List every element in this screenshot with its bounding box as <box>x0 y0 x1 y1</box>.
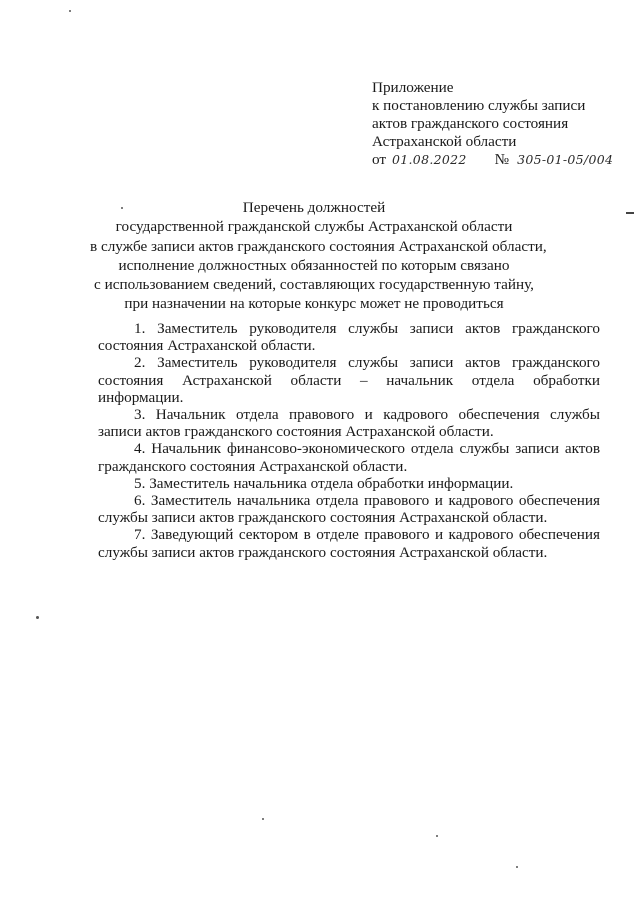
scan-speck <box>262 818 264 820</box>
document-title <box>90 198 547 314</box>
appendix-line-3: актов гражданского состояния <box>372 115 569 132</box>
appendix-title: Приложение <box>372 79 454 96</box>
list-item: 5. Заместитель начальника отдела обработки информации. <box>134 474 514 492</box>
appendix-line-2: к постановлению службы записи <box>372 97 586 114</box>
handwritten-registration-number: 305-01-05/004 <box>517 152 614 167</box>
title-line: в службе записи актов гражданского состояния Астраханской области, <box>90 237 547 255</box>
list-item: 3. Начальник отдела правового и кадрового обеспечения службы записи актов гражданского состояния Астраханской области. <box>98 406 600 441</box>
list-item: 2. Заместитель руководителя службы записи актов гражданского состояния Астраханской области – начальник отдела обработки информации. <box>98 354 600 406</box>
scan-speck <box>121 207 123 209</box>
title-line: исполнение должностных обязанностей по которым связано <box>118 256 510 274</box>
title-line: государственной гражданской службы Астраханской области <box>115 218 513 236</box>
title-line: при назначении на которые конкурс может не проводиться <box>124 295 504 313</box>
scan-speck <box>516 866 518 868</box>
number-label: № <box>494 151 510 168</box>
scan-speck <box>36 616 39 619</box>
positions-list <box>98 320 600 561</box>
handwritten-date: 01.08.2022 <box>392 152 467 167</box>
list-item: 4. Начальник финансово-экономического отдела службы записи актов гражданского состояния Астраханской области. <box>98 440 600 475</box>
date-label: от <box>372 151 387 168</box>
appendix-line-4: Астраханской области <box>372 133 517 150</box>
title-line: Перечень должностей <box>242 199 386 216</box>
scan-mark <box>626 212 634 214</box>
title-line: с использованием сведений, составляющих государственную тайну, <box>94 276 534 294</box>
appendix-header <box>372 79 634 169</box>
scan-speck <box>69 10 71 12</box>
list-item: 6. Заместитель начальника отдела правового и кадрового обеспечения службы записи актов гражданского состояния Астраханской области. <box>98 492 600 527</box>
scan-speck <box>436 835 438 837</box>
appendix-date-line <box>372 151 634 169</box>
list-item: 7. Заведующий сектором в отделе правового и кадрового обеспечения службы записи актов гражданского состояния Астраханской области. <box>98 526 600 561</box>
list-item: 1. Заместитель руководителя службы записи актов гражданского состояния Астраханской области. <box>98 320 600 355</box>
